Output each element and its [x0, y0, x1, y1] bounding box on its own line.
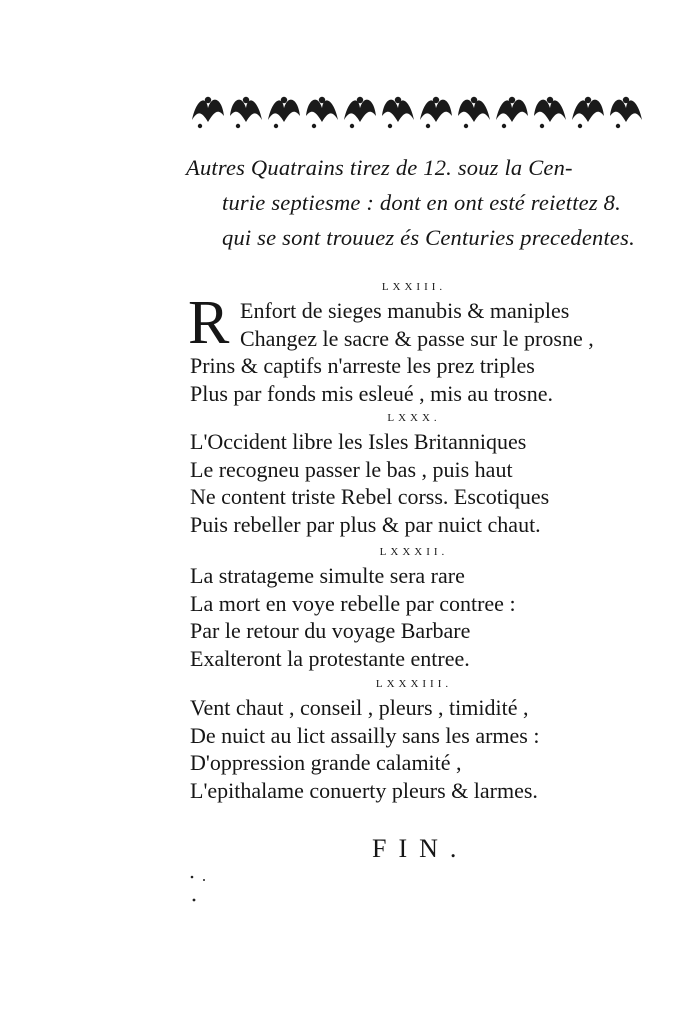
closing-fin: FIN. [372, 834, 469, 863]
quatrain-lxxxii [190, 545, 630, 672]
verse-line: L'Occident libre les Isles Britanniques [190, 429, 527, 454]
section-heading [186, 150, 656, 255]
quatrain-number: LXXXII. [379, 546, 449, 558]
verse-line: D'oppression grande calamité , [190, 750, 462, 775]
verse-line: L'epithalame conuerty pleurs & larmes. [190, 777, 538, 803]
verse-line: Vent chaut , conseil , pleurs , timidité , [190, 695, 529, 720]
verse-line: Par le retour du voyage Barbare [190, 618, 471, 643]
verse-line: De nuict au lict assailly sans les armes : [190, 722, 540, 748]
heading-line-2: turie septiesme : dont en ont esté reiettez 8. [222, 190, 621, 215]
verse-line: Changez le sacre & passe sur le prosne , [240, 325, 594, 351]
verse-line: Le recogneu passer le bas , puis haut [190, 456, 513, 482]
ink-specks [186, 872, 226, 912]
verse-line: Plus par fonds mis esleué , mis au trosne. [190, 380, 553, 406]
verse-line: Ne content triste Rebel corss. Escotiques [190, 484, 550, 509]
quatrain-number: LXXX. [387, 412, 441, 424]
quatrain-number: LXXIII. [381, 281, 447, 293]
heading-line-3: qui se sont trouuez és Centuries precedentes. [222, 225, 635, 250]
drop-cap-letter: R [188, 289, 230, 357]
quatrain-lxxx [190, 411, 630, 538]
heading-line-1: Autres Quatrains tirez de 12. souz la Cen- [186, 155, 573, 180]
quatrain-lxxiii [190, 280, 630, 407]
printers-ornament-band [186, 86, 642, 132]
verse-line: La stratageme simulte sera rare [190, 563, 465, 588]
verse-line: La mort en voye rebelle par contree : [190, 590, 516, 616]
quatrain-lxxxiii [190, 677, 630, 804]
quatrain-number: LXXXIII. [375, 678, 453, 690]
verse-line: Exalteront la protestante entree. [190, 645, 470, 671]
fleuron-ornament-icon [186, 86, 642, 132]
verse-line: Puis rebeller par plus & par nuict chaut. [190, 511, 541, 537]
verse-line: Enfort de sieges manubis & maniples [240, 298, 570, 323]
verse-line: Prins & captifs n'arreste les prez triples [190, 353, 535, 378]
